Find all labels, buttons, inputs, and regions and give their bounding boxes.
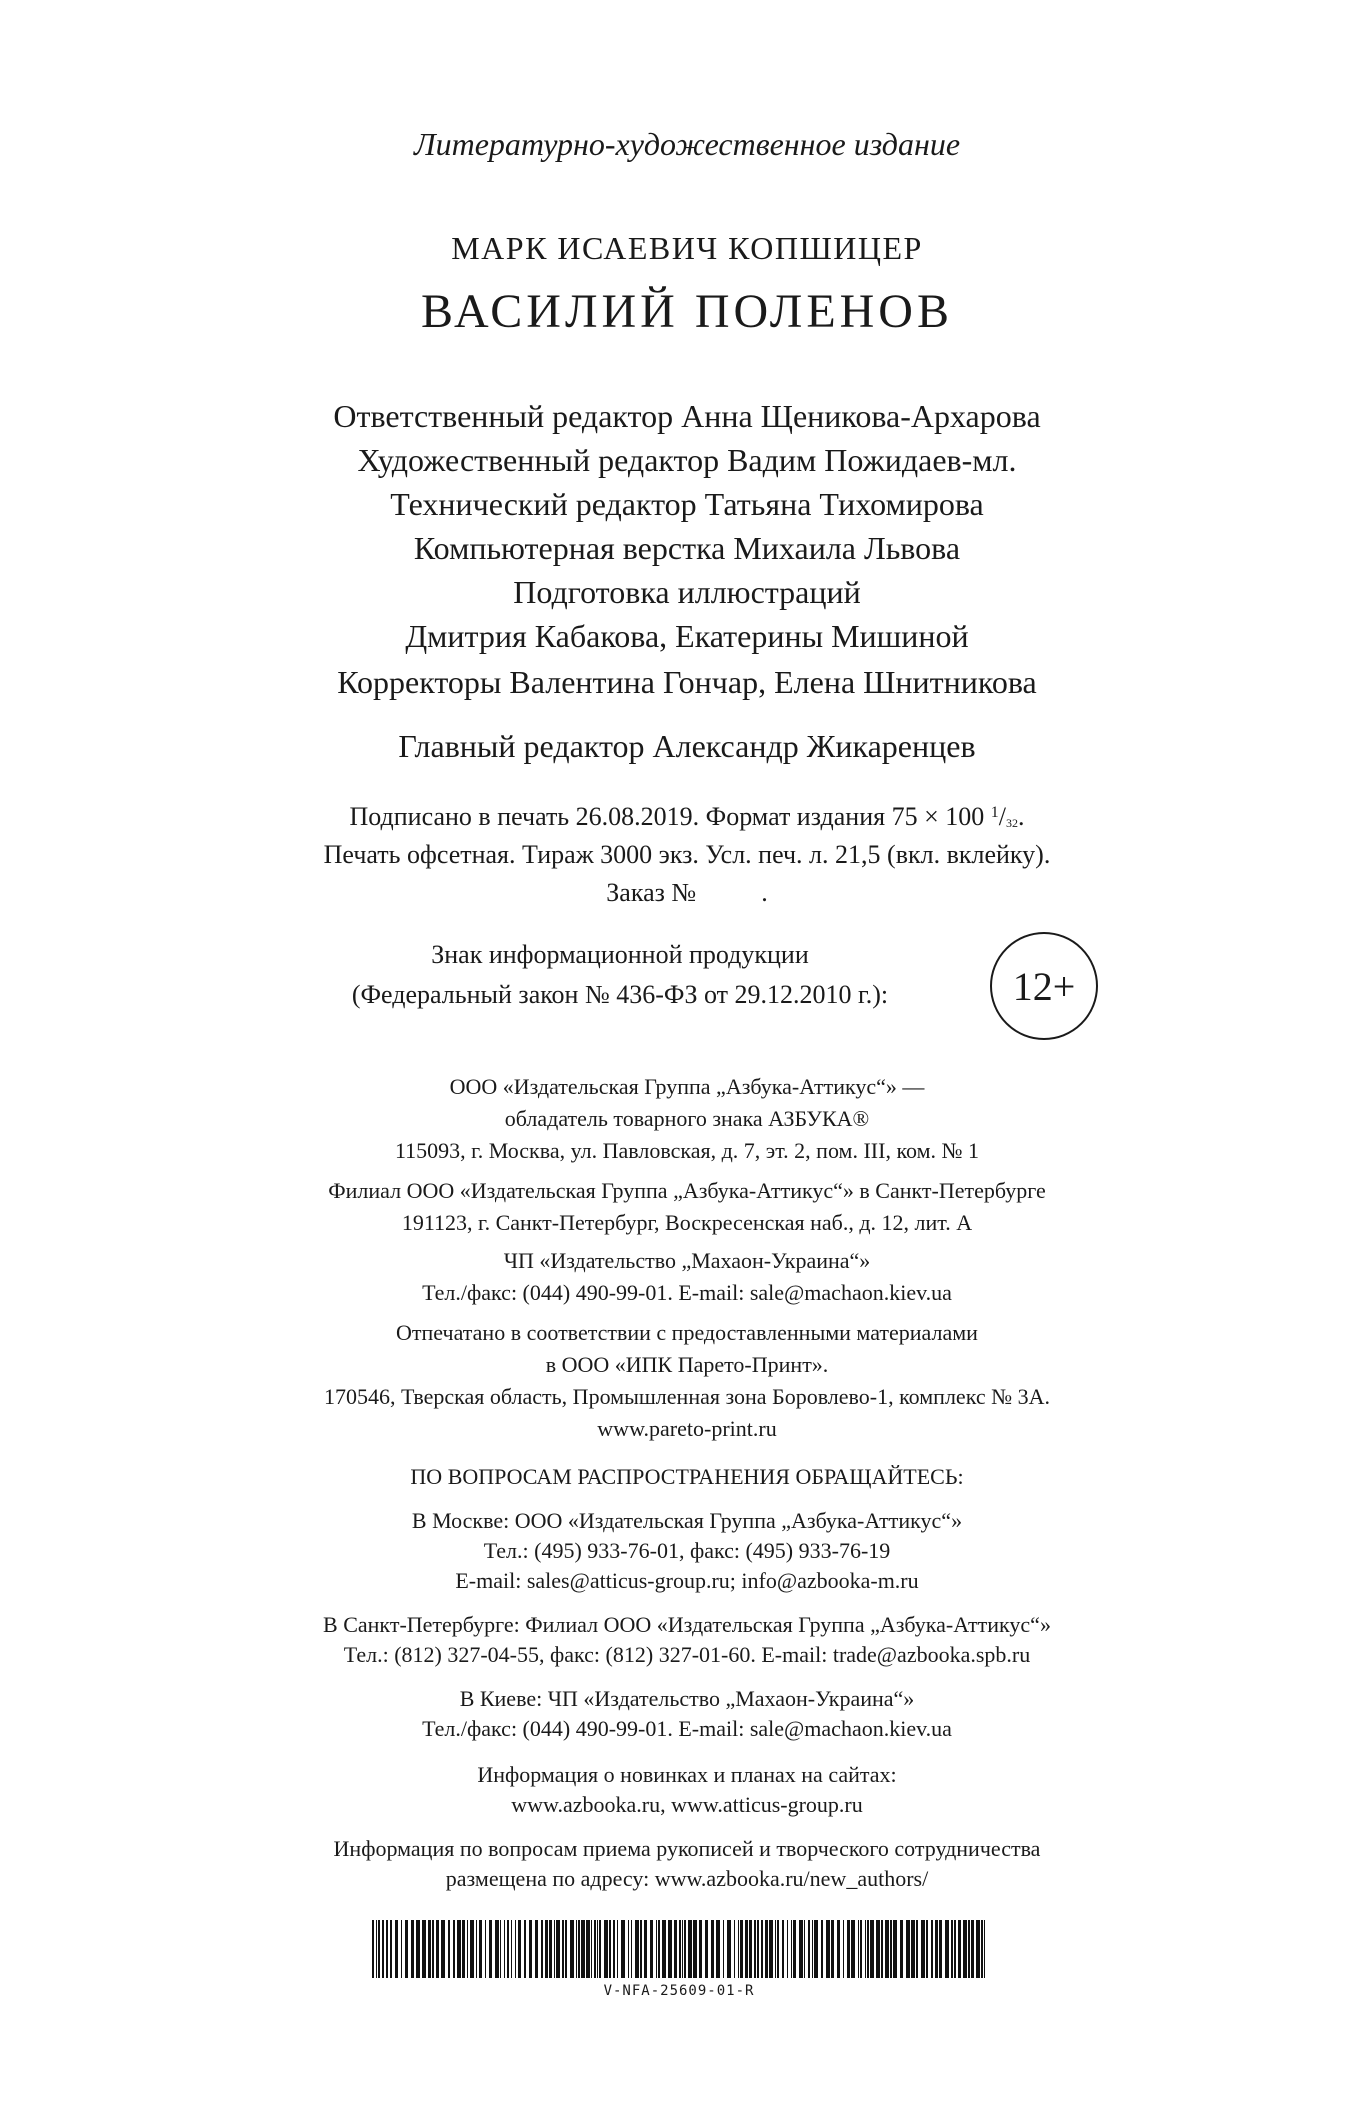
- credit-line: Художественный редактор Вадим Пожидаев-мл.: [357, 442, 1017, 478]
- barcode-bar: [688, 1920, 692, 1978]
- barcode-bar: [881, 1920, 883, 1978]
- barcode-bar: [518, 1920, 521, 1978]
- branch-line: 191123, г. Санкт-Петербург, Воскресенская наб., д. 12, лит. А: [401, 1210, 973, 1235]
- barcode-bar: [541, 1920, 543, 1978]
- barcode-bar: [900, 1920, 903, 1978]
- barcode-bar: [500, 1920, 501, 1978]
- credit-line: Технический редактор Татьяна Тихомирова: [390, 486, 984, 522]
- barcode-bar: [617, 1920, 618, 1978]
- printer-line: Отпечатано в соответствии с предоставленными материалами: [396, 1320, 978, 1345]
- barcode-bar: [586, 1920, 590, 1978]
- barcode-bar: [535, 1920, 538, 1978]
- barcode-bar: [428, 1920, 431, 1978]
- barcode-bar: [604, 1920, 608, 1978]
- barcode-code: V-NFA-25609-01-R: [603, 1983, 755, 1999]
- barcode-bar: [705, 1920, 708, 1978]
- barcode-bar: [507, 1920, 509, 1978]
- moscow-line: Тел.: (495) 933-76-01, факс: (495) 933-76-19: [483, 1538, 891, 1563]
- barcode-bar: [968, 1920, 970, 1978]
- printer-line: www.pareto-print.ru: [597, 1416, 777, 1441]
- barcode-bar: [843, 1920, 844, 1978]
- barcode-bar: [831, 1920, 834, 1978]
- barcode-bar: [376, 1920, 377, 1978]
- barcode-bar: [939, 1920, 942, 1978]
- barcode-bar: [885, 1920, 889, 1978]
- kiev-line: Тел./факс: (044) 490-99-01. E-mail: sale@machaon.kiev.ua: [422, 1716, 952, 1741]
- branch-line: Филиал ООО «Издательская Группа „Азбука-Аттикус“» в Санкт-Петербурге: [328, 1178, 1046, 1203]
- manuscripts-line: Информация по вопросам приема рукописей и творческого сотрудничества: [333, 1836, 1041, 1861]
- barcode-bar: [545, 1920, 548, 1978]
- barcode-bar: [565, 1920, 567, 1978]
- barcode-bar: [808, 1920, 810, 1978]
- barcode-bar: [958, 1920, 961, 1978]
- barcode-bar: [761, 1920, 763, 1978]
- barcode-bar: [597, 1920, 598, 1978]
- barcode-bar: [684, 1920, 686, 1978]
- barcode-bar: [984, 1920, 985, 1978]
- author-name: МАРК ИСАЕВИЧ КОПШИЦЕР: [451, 230, 923, 266]
- distribution-heading: ПО ВОПРОСАМ РАСПРОСТРАНЕНИЯ ОБРАЩАЙТЕСЬ:: [410, 1464, 964, 1489]
- format-fraction-numerator: 1: [990, 804, 999, 821]
- barcode-bar: [524, 1920, 526, 1978]
- barcode-bar: [405, 1920, 408, 1978]
- barcode-bar: [971, 1920, 974, 1978]
- spb-line: Тел.: (812) 327-04-55, факс: (812) 327-01-60. E-mail: trade@azbooka.spb.ru: [343, 1642, 1031, 1667]
- barcode-bar: [562, 1920, 564, 1978]
- barcode-bar: [395, 1920, 398, 1978]
- barcode-bar: [791, 1920, 792, 1978]
- age-rating-block: [280, 928, 1080, 1048]
- barcode-bar: [682, 1920, 683, 1978]
- format-fraction-separator: /: [998, 802, 1006, 831]
- barcode-bar: [453, 1920, 455, 1978]
- barcode-bar: [931, 1920, 933, 1978]
- barcode-bar: [401, 1920, 402, 1978]
- barcode-bar: [390, 1920, 392, 1978]
- barcode-bar: [814, 1920, 818, 1978]
- barcode-bar: [812, 1920, 813, 1978]
- barcode-bar: [485, 1920, 486, 1978]
- format-line-end: .: [1017, 802, 1025, 831]
- manuscripts-line: размещена по адресу: www.azbooka.ru/new_authors/: [445, 1866, 929, 1891]
- barcode-bar: [890, 1920, 892, 1978]
- barcode-bar: [599, 1920, 601, 1978]
- barcode-bar: [867, 1920, 869, 1978]
- spb-line: В Санкт-Петербурге: Филиал ООО «Издательская Группа „Азбука-Аттикус“»: [323, 1612, 1051, 1637]
- book-title: ВАСИЛИЙ ПОЛЕНОВ: [421, 285, 953, 338]
- barcode-bar: [628, 1920, 629, 1978]
- barcode-bar: [674, 1920, 677, 1978]
- barcode-bar: [594, 1920, 596, 1978]
- barcode-bar: [847, 1920, 850, 1978]
- age-label-line: Знак информационной продукции: [431, 940, 809, 969]
- barcode-bar: [911, 1920, 915, 1978]
- barcode-bar: [734, 1920, 735, 1978]
- barcode-bar: [727, 1920, 731, 1978]
- ukraine-line: Тел./факс: (044) 490-99-01. E-mail: sale@machaon.kiev.ua: [422, 1280, 952, 1305]
- barcode-bar: [787, 1920, 788, 1978]
- barcode-bar: [981, 1920, 983, 1978]
- barcode-bar: [951, 1920, 953, 1978]
- barcode-bar: [782, 1920, 784, 1978]
- barcode-bar: [745, 1920, 748, 1978]
- barcode-bar: [658, 1920, 660, 1978]
- barcode-bar: [576, 1920, 577, 1978]
- chief-editor: Главный редактор Александр Жикаренцев: [398, 728, 976, 764]
- barcode-graphic: [372, 1920, 986, 1978]
- print-format-line: [8, 804, 1358, 830]
- barcode-bar: [723, 1920, 724, 1978]
- moscow-line: E-mail: sales@atticus-group.ru; info@azbooka-m.ru: [455, 1568, 919, 1593]
- barcode-bar: [511, 1920, 512, 1978]
- publisher-line: обладатель товарного знака АЗБУКА®: [504, 1106, 870, 1131]
- barcode-bar: [738, 1920, 739, 1978]
- barcode-bar: [515, 1920, 516, 1978]
- print-format-text: Подписано в печать 26.08.2019. Формат издания 75 × 100: [349, 802, 991, 831]
- barcode-bar: [650, 1920, 653, 1978]
- barcode-bar: [479, 1920, 482, 1978]
- credit-line: Компьютерная верстка Михаила Львова: [413, 530, 961, 566]
- barcode-bar: [765, 1920, 768, 1978]
- barcode-bar: [821, 1920, 823, 1978]
- barcode-bar: [631, 1920, 632, 1978]
- age-rating-badge: 12+: [990, 932, 1098, 1040]
- barcode-bar: [851, 1920, 855, 1978]
- barcode-bar: [769, 1920, 773, 1978]
- barcode-bar: [432, 1920, 434, 1978]
- barcode-bar: [495, 1920, 499, 1978]
- barcode-bar: [935, 1920, 938, 1978]
- printer-line: в ООО «ИПК Парето-Принт».: [545, 1352, 829, 1377]
- kiev-line: В Киеве: ЧП «Издательство „Махаон-Украина“»: [459, 1686, 915, 1711]
- barcode-bar: [876, 1920, 880, 1978]
- edition-type: Литературно-художественное издание: [413, 126, 961, 162]
- barcode-bar: [476, 1920, 477, 1978]
- barcode-bar: [581, 1920, 585, 1978]
- barcode-bar: [578, 1920, 580, 1978]
- barcode-bar: [386, 1920, 388, 1978]
- barcode-bar: [467, 1920, 468, 1978]
- barcode-bar: [699, 1920, 702, 1978]
- barcode-bar: [462, 1920, 465, 1978]
- barcode-bar: [837, 1920, 840, 1978]
- barcode-bar: [470, 1920, 474, 1978]
- barcode-bar: [489, 1920, 492, 1978]
- credit-line: Дмитрия Кабакова, Екатерины Мишиной: [405, 618, 969, 654]
- barcode-bar: [635, 1920, 639, 1978]
- barcode-bar: [609, 1920, 611, 1978]
- barcode-bar: [865, 1920, 866, 1978]
- order-number-line: Заказ № .: [606, 878, 768, 907]
- publisher-line: 115093, г. Москва, ул. Павловская, д. 7, эт. 2, пом. III, ком. № 1: [394, 1138, 980, 1163]
- barcode-bar: [916, 1920, 918, 1978]
- barcode-bar: [693, 1920, 697, 1978]
- barcode-bar: [448, 1920, 450, 1978]
- barcode-bar: [549, 1920, 552, 1978]
- barcode-bar: [976, 1920, 980, 1978]
- barcode-bar: [656, 1920, 657, 1978]
- credit-line: Подготовка иллюстраций: [513, 574, 861, 610]
- barcode-bar: [504, 1920, 505, 1978]
- print-run-line: Печать офсетная. Тираж 3000 экз. Усл. печ. л. 21,5 (вкл. вклейку).: [323, 840, 1051, 869]
- barcode-bar: [757, 1920, 759, 1978]
- moscow-line: В Москве: ООО «Издательская Группа „Азбука-Аттикус“»: [411, 1508, 963, 1533]
- sites-line: www.azbooka.ru, www.atticus-group.ru: [511, 1792, 863, 1817]
- barcode-bar: [416, 1920, 420, 1978]
- age-law-line: (Федеральный закон № 436-ФЗ от 29.12.2010 г.):: [351, 980, 889, 1009]
- barcode-bar: [870, 1920, 874, 1978]
- barcode-bar: [804, 1920, 805, 1978]
- barcode-bar: [662, 1920, 666, 1978]
- barcode-bar: [436, 1920, 439, 1978]
- barcode-bar: [679, 1920, 681, 1978]
- barcode-bar: [668, 1920, 672, 1978]
- barcode-bar: [711, 1920, 714, 1978]
- barcode-bar: [754, 1920, 756, 1978]
- barcode-bar: [591, 1920, 592, 1978]
- ukraine-line: ЧП «Издательство „Махаон-Украина“»: [503, 1248, 871, 1273]
- barcode-bar: [926, 1920, 928, 1978]
- barcode-bar: [422, 1920, 426, 1978]
- barcode-bar: [613, 1920, 615, 1978]
- barcode-bar: [793, 1920, 796, 1978]
- barcode-bar: [963, 1920, 967, 1978]
- barcode-bar: [529, 1920, 532, 1978]
- barcode-bar: [858, 1920, 859, 1978]
- barcode-bar: [570, 1920, 574, 1978]
- barcode-bar: [621, 1920, 625, 1978]
- barcode-bar: [826, 1920, 830, 1978]
- barcode-bar: [777, 1920, 779, 1978]
- credit-line: Корректоры Валентина Гончар, Елена Шнитникова: [337, 664, 1037, 700]
- barcode-bar: [893, 1920, 897, 1978]
- barcode-bar: [378, 1920, 380, 1978]
- barcode-bar: [554, 1920, 555, 1978]
- sites-line: Информация о новинках и планах на сайтах:: [477, 1762, 897, 1787]
- barcode-bar: [775, 1920, 776, 1978]
- printer-line: 170546, Тверская область, Промышленная зона Боровлево-1, комплекс № 3А.: [324, 1384, 1050, 1409]
- barcode-bar: [457, 1920, 461, 1978]
- credit-line: Ответственный редактор Анна Щеникова-Архарова: [333, 398, 1041, 434]
- publisher-line: ООО «Издательская Группа „Азбука-Аттикус“» —: [449, 1074, 925, 1099]
- barcode-bar: [640, 1920, 642, 1978]
- barcode-bar: [716, 1920, 720, 1978]
- barcode-bar: [749, 1920, 752, 1978]
- barcode-bar: [954, 1920, 956, 1978]
- barcode-bar: [860, 1920, 862, 1978]
- barcode-bar: [921, 1920, 925, 1978]
- barcode-bar: [372, 1920, 374, 1978]
- barcode-bar: [799, 1920, 803, 1978]
- barcode-bar: [556, 1920, 560, 1978]
- barcode-bar: [740, 1920, 743, 1978]
- barcode-bar: [906, 1920, 910, 1978]
- barcode-bar: [382, 1920, 384, 1978]
- barcode-bar: [644, 1920, 647, 1978]
- barcode-bar: [945, 1920, 949, 1978]
- barcode-bar: [441, 1920, 445, 1978]
- format-fraction-denominator: 32: [1005, 816, 1018, 830]
- barcode-bar: [411, 1920, 414, 1978]
